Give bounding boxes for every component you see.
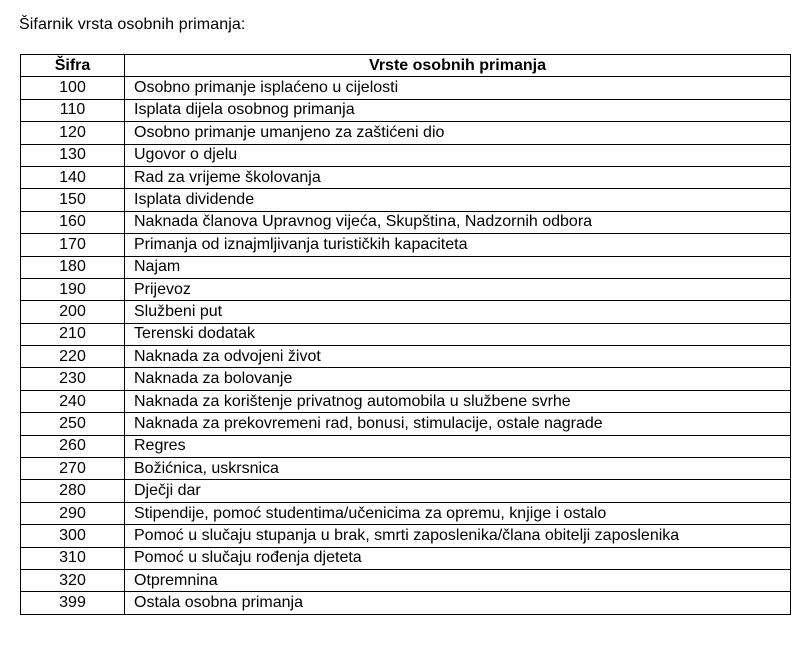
income-type-cell: Isplata dividende (125, 189, 791, 211)
code-cell: 140 (21, 166, 125, 188)
code-cell: 160 (21, 211, 125, 233)
code-cell: 230 (21, 368, 125, 390)
code-cell: 210 (21, 323, 125, 345)
table-row (21, 99, 791, 121)
table-row (21, 569, 791, 591)
table-row (21, 525, 791, 547)
income-type-cell: Stipendije, pomoć studentima/učenicima za opremu, knjige i ostalo (125, 502, 791, 524)
table-row (21, 77, 791, 99)
code-cell: 100 (21, 77, 125, 99)
income-types-table (20, 54, 791, 615)
code-cell: 200 (21, 301, 125, 323)
income-type-cell: Primanja od iznajmljivanja turističkih kapaciteta (125, 234, 791, 256)
table-row (21, 144, 791, 166)
table-header-row (21, 55, 791, 77)
table-row (21, 413, 791, 435)
table-row (21, 189, 791, 211)
table-row (21, 502, 791, 524)
income-type-cell: Naknada članova Upravnog vijeća, Skupština, Nadzornih odbora (125, 211, 791, 233)
code-cell: 280 (21, 480, 125, 502)
table-row (21, 435, 791, 457)
income-type-cell: Rad za vrijeme školovanja (125, 166, 791, 188)
income-type-cell: Terenski dodatak (125, 323, 791, 345)
code-cell: 170 (21, 234, 125, 256)
code-cell: 399 (21, 592, 125, 614)
income-type-cell: Službeni put (125, 301, 791, 323)
code-cell: 150 (21, 189, 125, 211)
income-type-cell: Naknada za odvojeni život (125, 346, 791, 368)
column-header-type: Vrste osobnih primanja (125, 55, 791, 77)
income-type-cell: Naknada za prekovremeni rad, bonusi, stimulacije, ostale nagrade (125, 413, 791, 435)
income-type-cell: Dječji dar (125, 480, 791, 502)
table-row (21, 256, 791, 278)
table-row (21, 368, 791, 390)
code-cell: 110 (21, 99, 125, 121)
income-type-cell: Najam (125, 256, 791, 278)
table-row (21, 166, 791, 188)
table-row (21, 458, 791, 480)
table-row (21, 592, 791, 614)
table-body (21, 77, 791, 614)
code-cell: 250 (21, 413, 125, 435)
table-row (21, 390, 791, 412)
income-type-cell: Ostala osobna primanja (125, 592, 791, 614)
table-row (21, 480, 791, 502)
table-row (21, 278, 791, 300)
income-type-cell: Regres (125, 435, 791, 457)
column-header-code: Šifra (21, 55, 125, 77)
code-cell: 120 (21, 122, 125, 144)
income-type-cell: Naknada za korištenje privatnog automobila u službene svrhe (125, 390, 791, 412)
income-type-cell: Osobno primanje isplaćeno u cijelosti (125, 77, 791, 99)
income-type-cell: Isplata dijela osobnog primanja (125, 99, 791, 121)
income-type-cell: Osobno primanje umanjeno za zaštićeni dio (125, 122, 791, 144)
income-type-cell: Ugovor o djelu (125, 144, 791, 166)
table-row (21, 211, 791, 233)
code-cell: 130 (21, 144, 125, 166)
code-cell: 300 (21, 525, 125, 547)
code-cell: 240 (21, 390, 125, 412)
income-type-cell: Pomoć u slučaju stupanja u brak, smrti zaposlenika/člana obitelji zaposlenika (125, 525, 791, 547)
code-cell: 260 (21, 435, 125, 457)
table-row (21, 346, 791, 368)
income-type-cell: Prijevoz (125, 278, 791, 300)
table-row (21, 234, 791, 256)
income-type-cell: Otpremnina (125, 569, 791, 591)
code-cell: 190 (21, 278, 125, 300)
income-type-cell: Naknada za bolovanje (125, 368, 791, 390)
income-type-cell: Pomoć u slučaju rođenja djeteta (125, 547, 791, 569)
income-type-cell: Božićnica, uskrsnica (125, 458, 791, 480)
code-cell: 290 (21, 502, 125, 524)
code-cell: 320 (21, 569, 125, 591)
code-cell: 310 (21, 547, 125, 569)
page-caption: Šifarnik vrsta osobnih primanja: (19, 16, 246, 33)
code-cell: 220 (21, 346, 125, 368)
code-cell: 270 (21, 458, 125, 480)
code-cell: 180 (21, 256, 125, 278)
table-row (21, 301, 791, 323)
table-row (21, 122, 791, 144)
table-row (21, 323, 791, 345)
table-row (21, 547, 791, 569)
